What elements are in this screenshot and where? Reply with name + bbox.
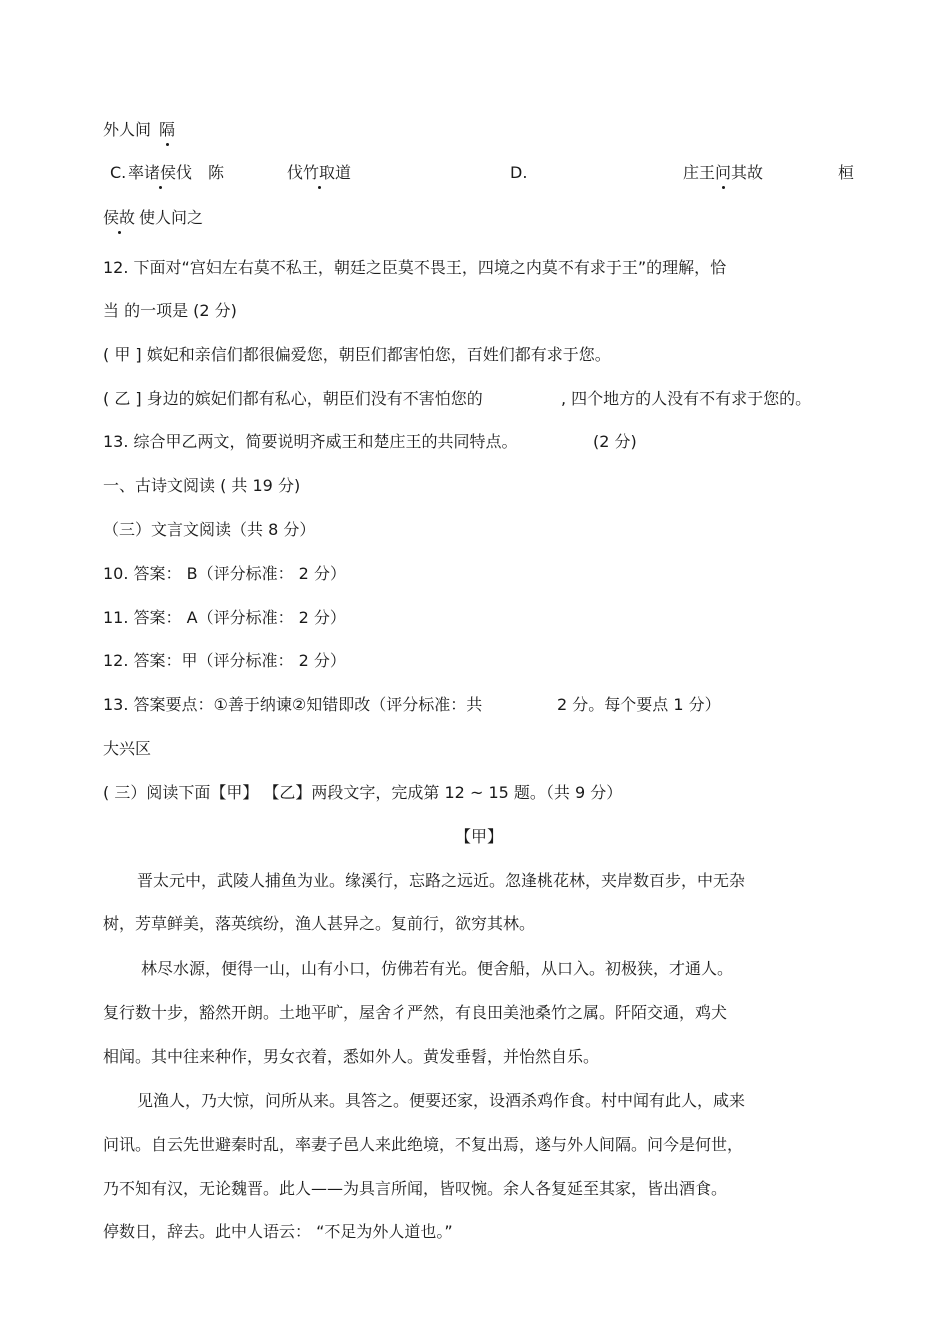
passage-line: 晋太元中，武陵人捕鱼为业。缘溪行，忘路之远近。忽逢桃花林，夹岸数百步，中无杂 (137, 871, 746, 890)
option-c-first: 率诸侯伐 (128, 163, 193, 182)
answer-11: 11. 答案： A（评分标准： 2 分） (103, 608, 346, 627)
passage-title-jia: 【甲】 (455, 827, 504, 846)
question-13 (103, 432, 863, 452)
district-heading: 大兴区 (103, 739, 152, 758)
passage-line: 见渔人，乃大惊，问所从来。具答之。便要还家，设酒杀鸡作食。村中闻有此人，咸来 (137, 1091, 746, 1110)
emphasized-char: 隔 (159, 120, 176, 139)
passage-line: 问讯。自云先世避秦时乱，率妻子邑人来此绝境，不复出焉，遂与外人间隔。问今是何世， (103, 1135, 744, 1154)
answer-option-yi (103, 389, 863, 409)
option-label-c: C. (110, 163, 127, 182)
answer-13-b: 2 分。每个要点 1 分） (557, 695, 721, 714)
answer-13-a: 13. 答案要点：①善于纳谏②知错即改（评分标准：共 (103, 695, 483, 714)
reading-instruction: ( 三）阅读下面【甲】 【乙】两段文字，完成第 12 ~ 15 题。（共 9 分） (103, 783, 623, 802)
answer-12: 12. 答案：甲（评分标准： 2 分） (103, 651, 346, 670)
question-12: 12. 下面对“宫妇左右莫不私王，朝廷之臣莫不畏王，四境之内莫不有求于王”的理解，恰 (103, 258, 727, 277)
option-c-second: 伐竹取道 (287, 163, 352, 182)
option-line-c-d (110, 163, 870, 183)
question-13-text: 13. 综合甲乙两文，简要说明齐威王和楚庄王的共同特点。 (103, 432, 518, 451)
option-d-char: 桓 (838, 163, 855, 182)
passage-line: 复行数十步，豁然开朗。土地平旷，屋舍彳严然，有良田美池桑竹之属。阡陌交通，鸡犬 (103, 1003, 728, 1022)
passage-line: 乃不知有汉，无论魏晋。此人——为具言所闻，皆叹惋。余人各复延至其家，皆出酒食。 (103, 1179, 728, 1198)
section-heading: 一、古诗文阅读 ( 共 19 分) (103, 476, 301, 495)
answer-option-yi-b: , 四个地方的人没有不有求于您的。 (561, 389, 812, 408)
answer-option-yi-a: ( 乙 ] 身边的嫔妃们都有私心，朝臣们没有不害怕您的 (103, 389, 483, 408)
option-label-d: D. (510, 163, 528, 182)
answer-10: 10. 答案： B（评分标准： 2 分） (103, 564, 346, 583)
option-d-second-a: 侯故 (103, 208, 136, 227)
answer-option-jia: ( 甲 ] 嫔妃和亲信们都很偏爱您，朝臣们都害怕您，百姓们都有求于您。 (103, 345, 611, 364)
passage-line: 停数日，辞去。此中人语云： “不足为外人道也。” (103, 1222, 453, 1241)
question-13-score: (2 分) (593, 432, 637, 451)
passage-line: 相闻。其中往来种作，男女衣着，悉如外人。黄发垂髫，并怡然自乐。 (103, 1047, 600, 1066)
option-d-first: 庄王问其故 (683, 163, 764, 182)
option-line-b-cont (103, 120, 175, 140)
option-line-d-cont (103, 208, 203, 228)
passage-line: 树，芳草鲜美，落英缤纷，渔人甚异之。复前行，欲穷其林。 (103, 914, 536, 933)
subsection-heading: （三）文言文阅读（共 8 分） (103, 520, 316, 539)
option-c-first-word: 陈 (208, 163, 225, 182)
passage-line: 林尽水源，便得一山，山有小口，仿佛若有光。便舍船，从口入。初极狭，才通人。 (141, 959, 734, 978)
option-text: 外人间 (103, 120, 152, 139)
question-12-cont: 当 的一项是 (2 分) (103, 301, 237, 320)
answer-13 (103, 695, 863, 715)
option-d-second-b: 使人问之 (139, 208, 204, 227)
